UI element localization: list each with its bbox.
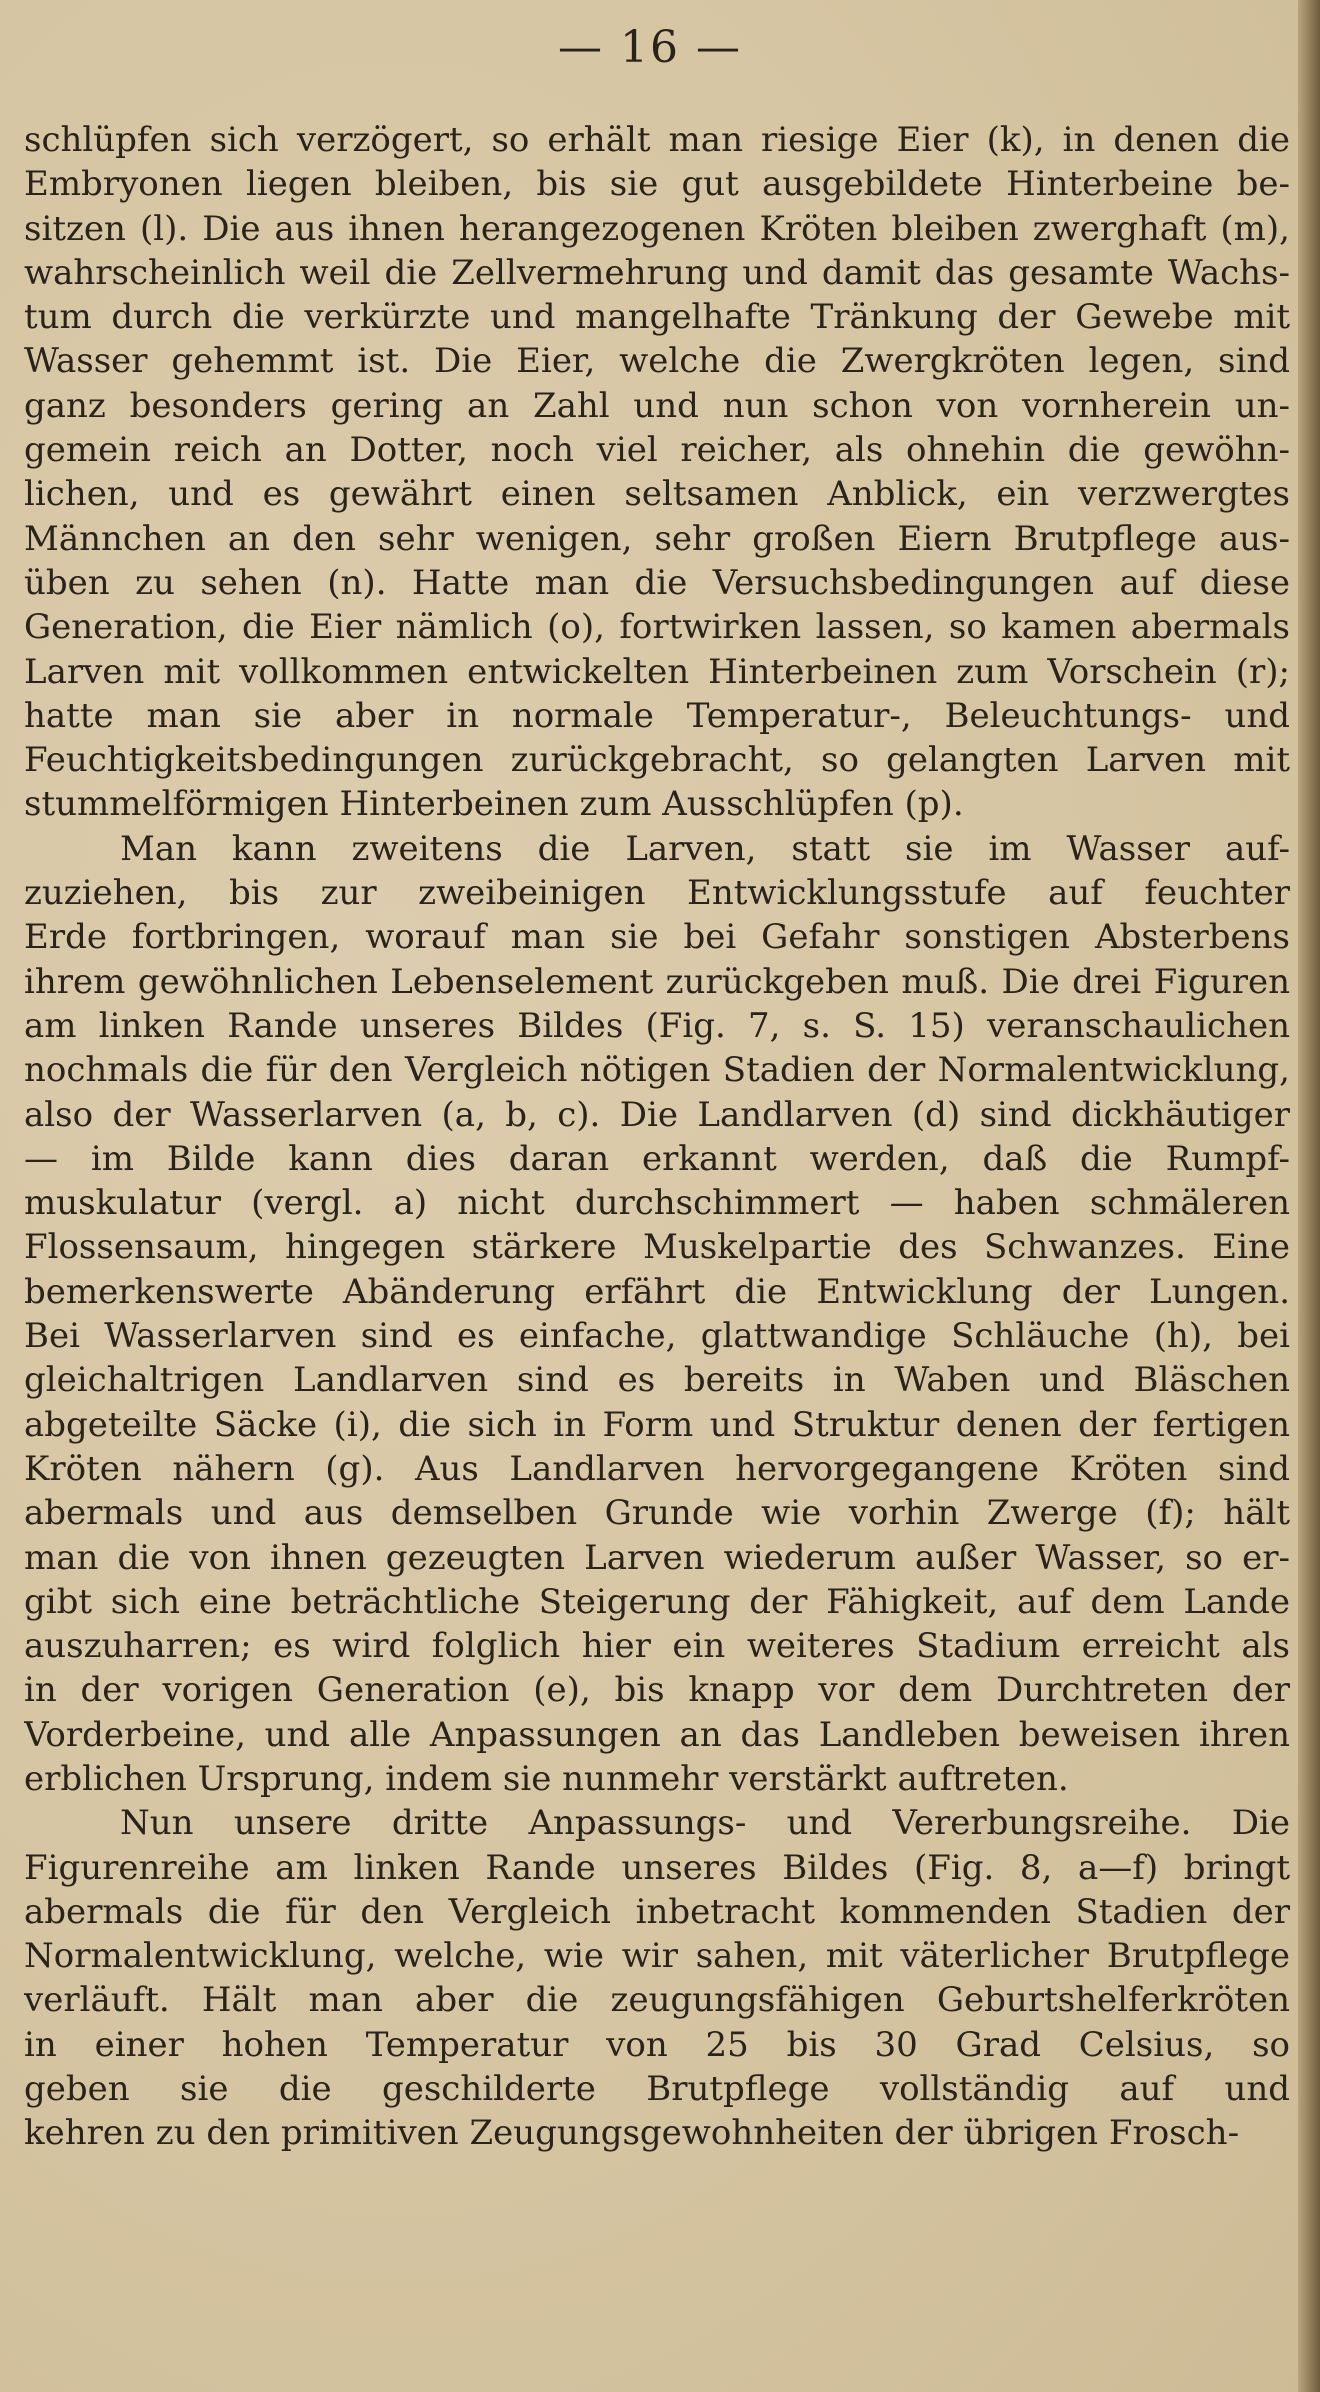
text-line: — im Bilde kann dies daran erkannt werden, daß die Rumpf- — [24, 1138, 1290, 1179]
text-line: verläuft. Hält man aber die zeugungsfähigen Geburtshelferkröten — [24, 1980, 1290, 2021]
text-line: Feuchtigkeitsbedingungen zurückgebracht, so gelangten Larven mit — [24, 740, 1290, 781]
page-edge-shadow — [1298, 0, 1320, 2392]
text-line: abermals die für den Vergleich inbetracht kommenden Stadien der — [24, 1891, 1290, 1932]
text-line: man die von ihnen gezeugten Larven wiederum außer Wasser, so er- — [24, 1537, 1290, 1578]
paragraph — [24, 1801, 1290, 2155]
text-line: lichen, und es gewährt einen seltsamen Anblick, ein verzwergtes — [24, 474, 1290, 515]
text-line: ganz besonders gering an Zahl und nun schon von vornherein un- — [24, 385, 1290, 426]
text-line: Larven mit vollkommen entwickelten Hinterbeinen zum Vorschein (r); — [24, 651, 1290, 692]
text-line: ihrem gewöhnlichen Lebenselement zurückgeben muß. Die drei Figuren — [24, 961, 1290, 1002]
text-line: Figurenreihe am linken Rande unseres Bildes (Fig. 8, a—f) bringt — [24, 1847, 1290, 1888]
text-line: Wasser gehemmt ist. Die Eier, welche die Zwergkröten legen, sind — [24, 341, 1290, 382]
text-line: am linken Rande unseres Bildes (Fig. 7, s. S. 15) veranschaulichen — [24, 1005, 1290, 1046]
text-line: auszuharren; es wird folglich hier ein weiteres Stadium erreicht als — [24, 1626, 1290, 1667]
text-line: gemein reich an Dotter, noch viel reicher, als ohnehin die gewöhn- — [24, 430, 1290, 471]
paragraph — [24, 118, 1290, 827]
text-line: Man kann zweitens die Larven, statt sie im Wasser auf- — [120, 828, 1290, 869]
text-line: gibt sich eine beträchtliche Steigerung der Fähigkeit, auf dem Lande — [24, 1581, 1290, 1622]
text-line: nochmals die für den Vergleich nötigen Stadien der Normalentwicklung, — [24, 1050, 1290, 1091]
text-line: bemerkenswerte Abänderung erfährt die Entwicklung der Lungen. — [24, 1271, 1290, 1312]
text-line: tum durch die verkürzte und mangelhafte Tränkung der Gewebe mit — [24, 297, 1290, 338]
text-line: in einer hohen Temperatur von 25 bis 30 Grad Celsius, so — [24, 2024, 1290, 2065]
body-text — [24, 118, 1290, 2156]
text-line: geben sie die geschilderte Brutpflege vollständig auf und — [24, 2069, 1290, 2110]
text-line: abgeteilte Säcke (i), die sich in Form und Struktur denen der fertigen — [24, 1404, 1290, 1445]
text-line: hatte man sie aber in normale Temperatur-, Beleuchtungs- und — [24, 695, 1290, 736]
text-line: Normalentwicklung, welche, wie wir sahen, mit väterlicher Brutpflege — [24, 1936, 1290, 1977]
text-line: sitzen (l). Die aus ihnen herangezogenen Kröten bleiben zwerghaft (m), — [24, 208, 1290, 249]
text-line: Embryonen liegen bleiben, bis sie gut ausgebildete Hinterbeine be- — [24, 164, 1290, 205]
text-line: Flossensaum, hingegen stärkere Muskelpartie des Schwanzes. Eine — [24, 1227, 1290, 1268]
text-line: Erde fortbringen, worauf man sie bei Gefahr sonstigen Absterbens — [24, 917, 1290, 958]
text-line: Generation, die Eier nämlich (o), fortwirken lassen, so kamen abermals — [24, 607, 1290, 648]
text-line: erblichen Ursprung, indem sie nunmehr verstärkt auftreten. — [24, 1758, 1069, 1799]
text-line: gleichaltrigen Landlarven sind es bereits in Waben und Bläschen — [24, 1360, 1290, 1401]
text-line: üben zu sehen (n). Hatte man die Versuchsbedingungen auf diese — [24, 562, 1290, 603]
text-line: abermals und aus demselben Grunde wie vorhin Zwerge (f); hält — [24, 1493, 1290, 1534]
text-line: Männchen an den sehr wenigen, sehr großen Eiern Brutpflege aus- — [24, 518, 1290, 559]
paragraph — [24, 827, 1290, 1802]
text-line: Bei Wasserlarven sind es einfache, glattwandige Schläuche (h), bei — [24, 1316, 1290, 1357]
text-line: schlüpfen sich verzögert, so erhält man riesige Eier (k), in denen die — [24, 120, 1290, 160]
text-line: Vorderbeine, und alle Anpassungen an das Landleben beweisen ihren — [24, 1714, 1290, 1755]
page-number: — 16 — — [558, 22, 742, 73]
text-line: zuziehen, bis zur zweibeinigen Entwicklungsstufe auf feuchter — [24, 873, 1290, 914]
text-line: in der vorigen Generation (e), bis knapp vor dem Durchtreten der — [24, 1670, 1290, 1711]
text-line: Nun unsere dritte Anpassungs- und Vererbungsreihe. Die — [120, 1803, 1290, 1844]
text-line: Kröten nähern (g). Aus Landlarven hervorgegangene Kröten sind — [24, 1448, 1290, 1489]
text-line: kehren zu den primitiven Zeugungsgewohnheiten der übrigen Frosch- — [24, 2113, 1240, 2154]
text-line: stummelförmigen Hinterbeinen zum Ausschlüpfen (p). — [24, 784, 964, 825]
text-line: muskulatur (vergl. a) nicht durchschimmert — haben schmäleren — [24, 1183, 1290, 1224]
text-line: also der Wasserlarven (a, b, c). Die Landlarven (d) sind dickhäutiger — [24, 1094, 1290, 1135]
text-line: wahrscheinlich weil die Zellvermehrung und damit das gesamte Wachs- — [24, 252, 1290, 293]
